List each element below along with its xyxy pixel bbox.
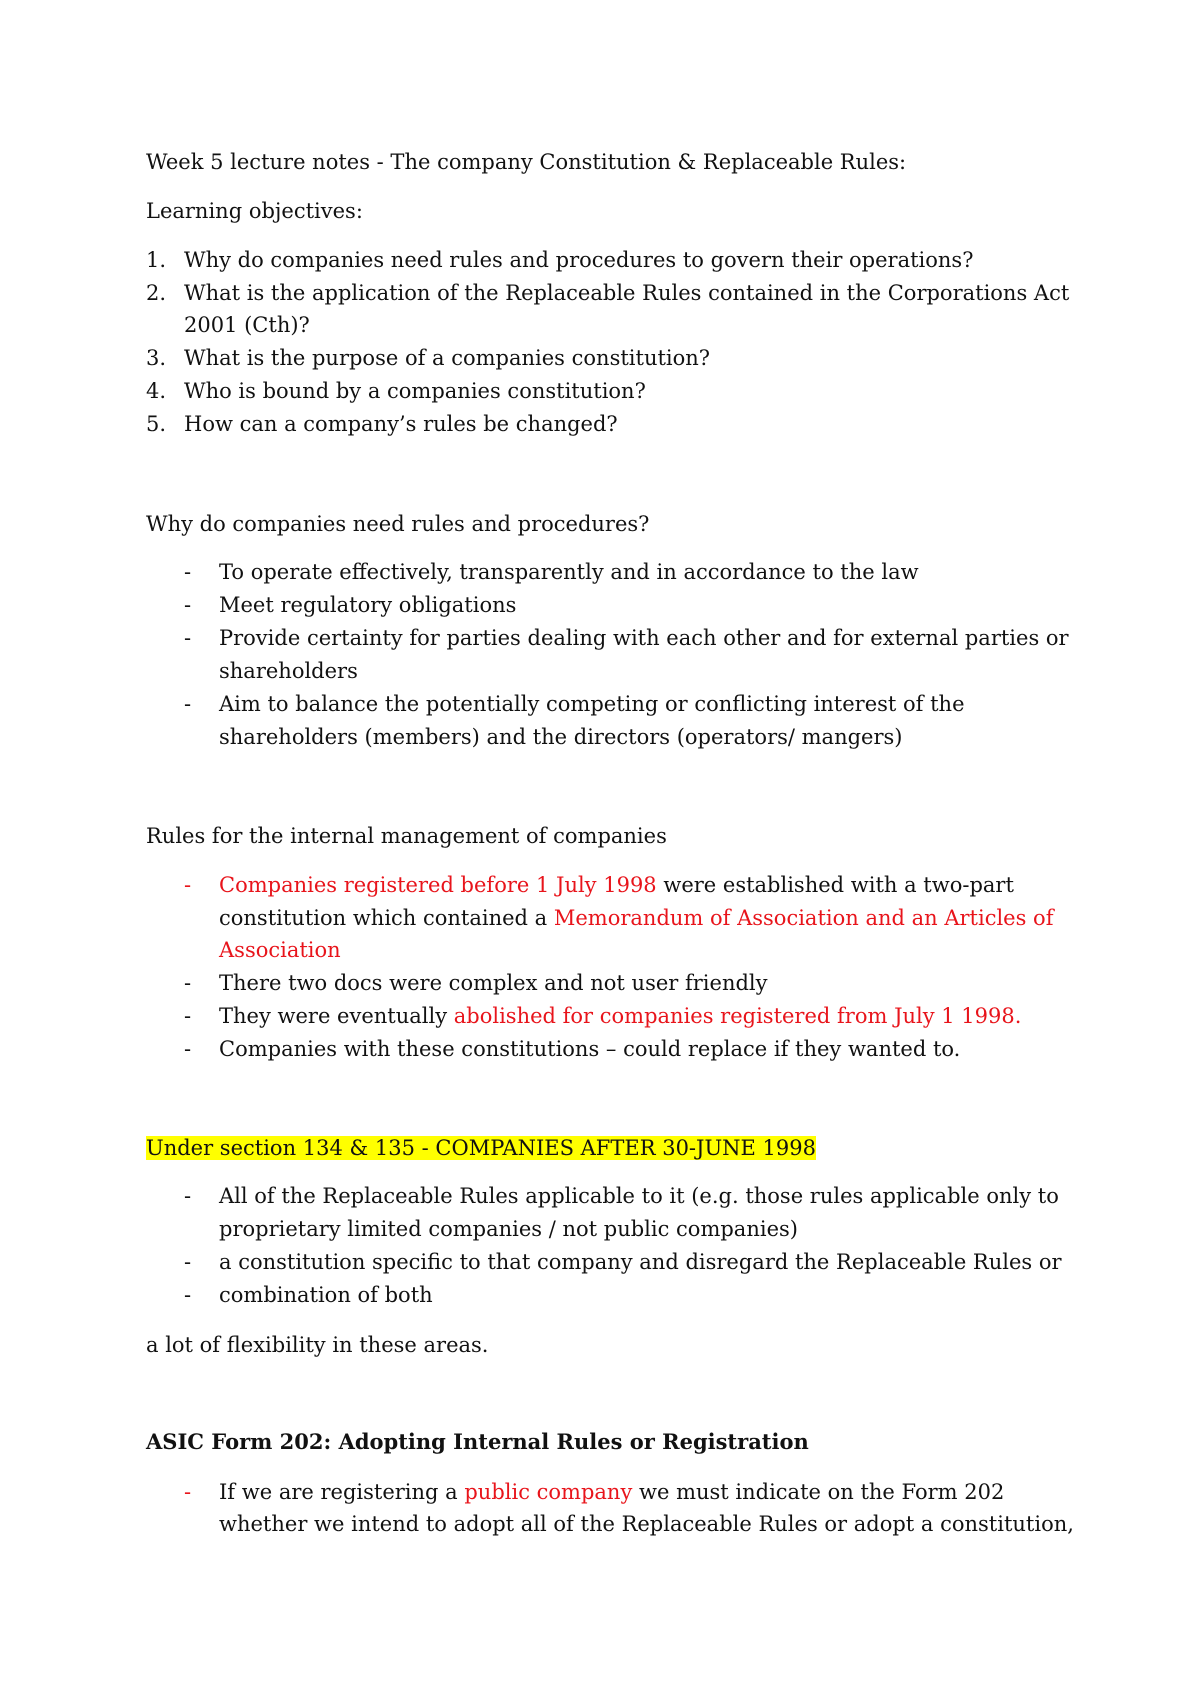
bullet-item-continuation (219, 904, 1053, 932)
list-item: Who is bound by a companies constitution? (184, 379, 646, 403)
list-number: 1. (146, 248, 167, 272)
list-item: Why do companies need rules and procedures to govern their operations? (184, 248, 974, 272)
list-item: How can a company’s rules be changed? (184, 412, 618, 436)
bullet-item: Aim to balance the potentially competing or conflicting interest of the (219, 692, 965, 716)
list-number: 5. (146, 412, 167, 436)
highlighted-heading: Under section 134 & 135 - COMPANIES AFTER 30-JUNE 1998 (146, 1136, 816, 1160)
bullet-item (219, 1002, 1021, 1030)
bullet-item: combination of both (219, 1283, 433, 1307)
bullet-item: Companies with these constitutions – could replace if they wanted to. (219, 1037, 961, 1061)
bullet-item: To operate effectively, transparently and in accordance to the law (219, 560, 919, 584)
bullet-item: Meet regulatory obligations (219, 593, 517, 617)
text-span: They were eventually (219, 1004, 454, 1028)
text-span: we must indicate on the Form 202 (632, 1480, 1005, 1504)
highlighted-text: abolished for companies registered from July 1 1998. (453, 1004, 1022, 1028)
text-span: constitution which contained a (219, 906, 554, 930)
bullet-dash: - (184, 593, 192, 617)
highlighted-text: Companies registered before 1 July 1998 (219, 873, 657, 897)
bullet-dash: - (184, 692, 192, 716)
bullet-item (219, 1478, 1004, 1506)
bullet-item-continuation: Association (219, 938, 341, 962)
bullet-dash: - (184, 1184, 192, 1208)
section-heading: Rules for the internal management of companies (146, 824, 667, 848)
section-heading: Why do companies need rules and procedures? (146, 512, 650, 536)
list-item: What is the application of the Replaceable Rules contained in the Corporations Act (184, 281, 1070, 305)
bullet-item: a constitution specific to that company and disregard the Replaceable Rules or (219, 1250, 1062, 1274)
bullet-item (219, 871, 1014, 899)
bullet-dash: - (184, 1004, 192, 1028)
bullet-dash: - (184, 1037, 192, 1061)
bullet-dash: - (184, 873, 192, 897)
bullet-dash: - (184, 971, 192, 995)
section-heading (146, 1134, 816, 1162)
list-item: What is the purpose of a companies constitution? (184, 346, 711, 370)
bullet-dash: - (184, 560, 192, 584)
list-item-continuation: 2001 (Cth)? (184, 313, 310, 337)
bullet-dash: - (184, 626, 192, 650)
list-number: 3. (146, 346, 167, 370)
bullet-item-continuation: shareholders (members) and the directors (operators/ mangers) (219, 725, 903, 749)
bullet-item-continuation: whether we intend to adopt all of the Replaceable Rules or adopt a constitution, (219, 1512, 1074, 1536)
highlighted-text: public company (464, 1480, 633, 1504)
highlighted-text: Memorandum of Association and an Articles of (553, 906, 1054, 930)
bullet-item: All of the Replaceable Rules applicable to it (e.g. those rules applicable only to (219, 1184, 1059, 1208)
list-number: 2. (146, 281, 167, 305)
bullet-item-continuation: proprietary limited companies / not public companies) (219, 1217, 798, 1241)
bullet-dash: - (184, 1283, 192, 1307)
list-number: 4. (146, 379, 167, 403)
bullet-item-continuation: shareholders (219, 659, 358, 683)
bullet-dash: - (184, 1480, 192, 1504)
page-title: Week 5 lecture notes - The company Constitution & Replaceable Rules: (146, 150, 907, 174)
text-span: were established with a two-part (656, 873, 1014, 897)
objectives-heading: Learning objectives: (146, 199, 363, 223)
bullet-dash: - (184, 1250, 192, 1274)
paragraph: a lot of flexibility in these areas. (146, 1333, 489, 1357)
text-span: If we are registering a (219, 1480, 465, 1504)
section-heading: ASIC Form 202: Adopting Internal Rules or Registration (146, 1429, 809, 1454)
bullet-item: Provide certainty for parties dealing with each other and for external parties or (219, 626, 1069, 650)
bullet-item: There two docs were complex and not user friendly (219, 971, 768, 995)
